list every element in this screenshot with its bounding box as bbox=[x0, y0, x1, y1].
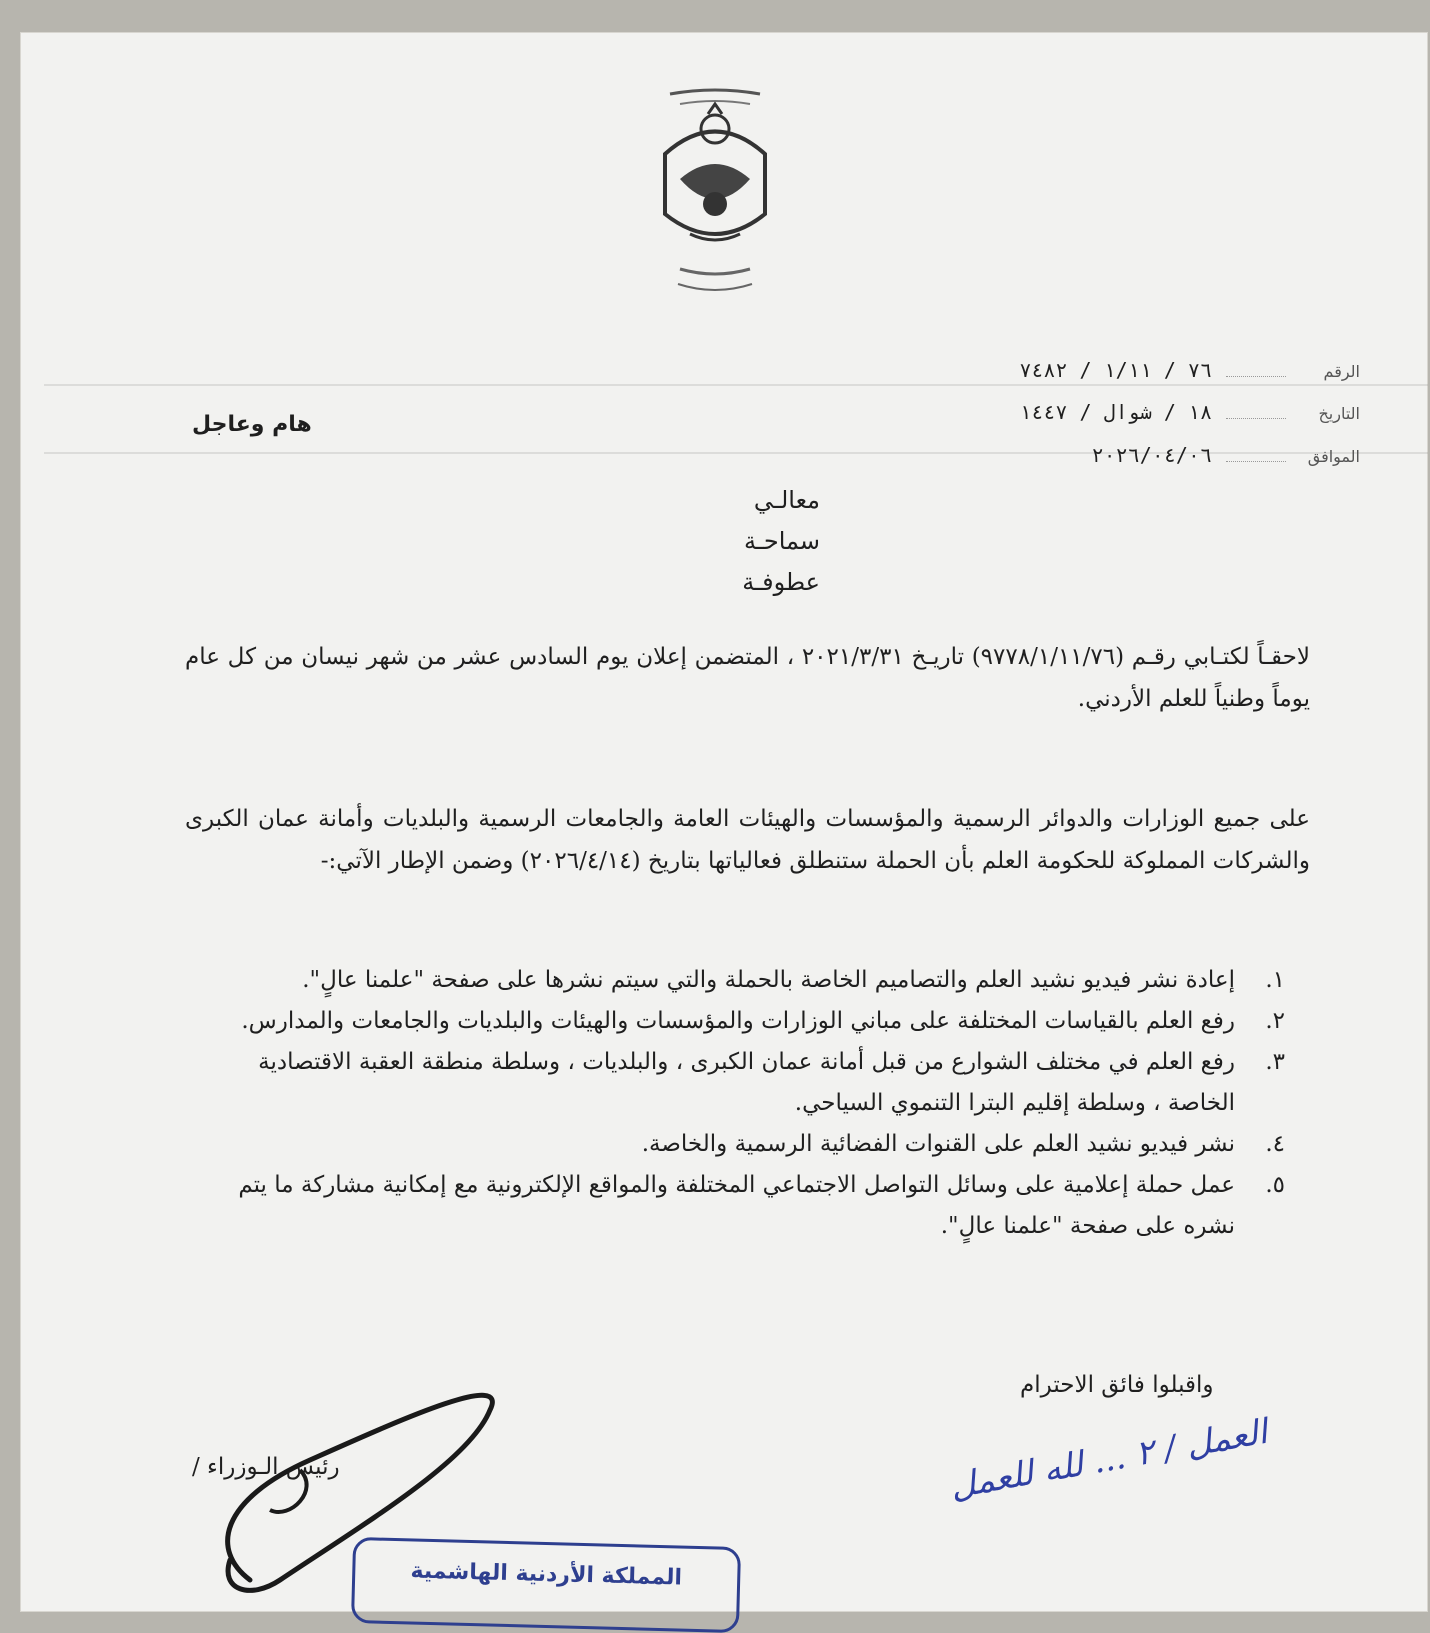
gregorian-date-value: ٢٠٢٦/٠٤/٠٦ bbox=[1091, 443, 1212, 467]
jordan-coat-of-arms-icon bbox=[650, 84, 780, 304]
list-item: ٣. رفع العلم في مختلف الشوارع من قبل أمانة عمان الكبرى ، والبلديات ، وسلطة منطقة العقبة الاقتصادية الخاصة ، وسلطة إقليم البترا التنموي السياحي. bbox=[258, 1049, 1285, 1116]
addressee-line: معالـي bbox=[753, 486, 820, 514]
scan-line bbox=[44, 384, 1428, 386]
reference-value: ٧٦ / ١/١١ / ٧٤٨٢ bbox=[1019, 358, 1212, 382]
date-label: التاريخ bbox=[1318, 404, 1360, 423]
signer-title: رئيس الـوزراء / bbox=[192, 1454, 340, 1480]
official-stamp: المملكة الأردنية الهاشمية bbox=[351, 1537, 741, 1633]
hijri-date-row bbox=[1019, 400, 1360, 424]
gregorian-date-row bbox=[1092, 443, 1360, 467]
list-item: ٢. رفع العلم بالقياسات المختلفة على مباني الوزارات والمؤسسات والهيئات والبلديات والجامعات والمدارس. bbox=[241, 1008, 1285, 1034]
addressee-line: سماحـة bbox=[743, 527, 820, 555]
list-item: ٤. نشر فيديو نشيد العلم على القنوات الفضائية الرسمية والخاصة. bbox=[641, 1131, 1285, 1157]
gregorian-label: الموافق bbox=[1307, 447, 1360, 466]
closing-line: واقبلوا فائق الاحترام bbox=[1020, 1372, 1214, 1398]
paragraph-reference: لاحقـاً لكتـابي رقـم (٩٧٧٨/١/١١/٧٦) تاريـخ ٢٠٢١/٣/٣١ ، المتضمن إعلان يوم السادس عشر من شهر نيسان من كل عام يوماً وطنياً للعلم الأردني. bbox=[185, 644, 1310, 712]
addressee-block bbox=[680, 480, 820, 603]
list-item: ١. إعادة نشر فيديو نشيد العلم والتصاميم الخاصة بالحملة والتي سيتم نشرها على صفحة "علمنا عالٍ". bbox=[302, 967, 1285, 993]
addressee-line: عطوفـة bbox=[742, 568, 820, 596]
reference-row bbox=[1019, 358, 1360, 382]
list-item: ٥. عمل حملة إعلامية على وسائل التواصل الاجتماعي المختلفة والمواقع الإلكترونية مع إمكانية مشاركة ما يتم نشره على صفحة "علمنا عالٍ". bbox=[238, 1172, 1285, 1239]
hijri-date-value: ١٨ / شوال / ١٤٤٧ bbox=[1019, 400, 1212, 424]
framework-list bbox=[185, 960, 1285, 1247]
handwritten-note: العمل / ٢ ... لله للعمل bbox=[947, 1411, 1271, 1507]
reference-label: الرقم bbox=[1323, 362, 1360, 381]
urgent-label: هام وعاجل bbox=[192, 412, 312, 437]
paragraph-instruction: على جميع الوزارات والدوائر الرسمية والمؤسسات والهيئات العامة والجامعات الرسمية والبلديات وأمانة عمان الكبرى والشركات المملوكة للحكومة العلم بأن الحملة ستنطلق فعالياتها بتاريخ (٢٠٢٦/٤/١٤) وضمن الإطار الآتي:- bbox=[185, 806, 1310, 874]
